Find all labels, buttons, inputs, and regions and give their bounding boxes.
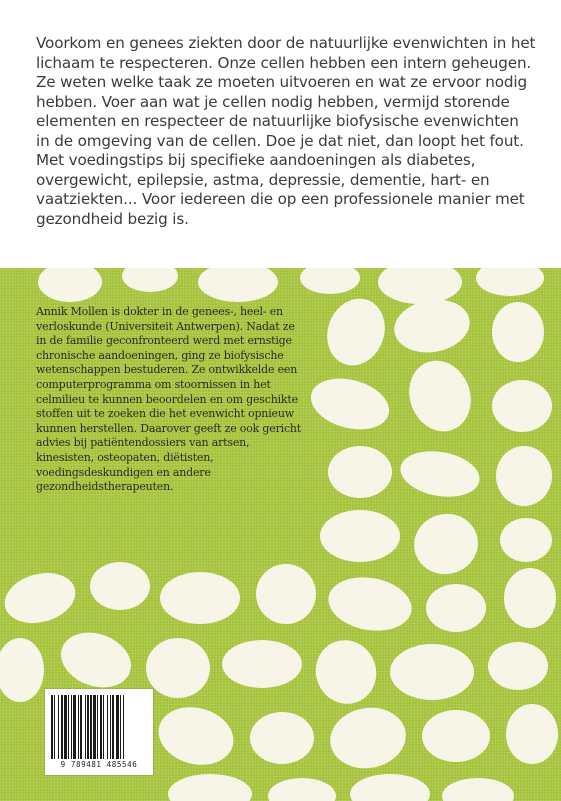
barcode-bar [120, 695, 121, 759]
barcode-bar [58, 695, 59, 759]
barcode-bar [116, 695, 119, 759]
barcode-bar [80, 695, 82, 759]
barcode-number: 9 789481 485546 [60, 760, 138, 769]
barcode-bar [73, 695, 76, 759]
barcode-bar [93, 695, 96, 759]
barcode-bar [103, 695, 104, 759]
barcode-bar [71, 695, 72, 759]
barcode-bar [123, 695, 124, 759]
barcode-bar [85, 695, 86, 759]
barcode-bar [61, 695, 63, 759]
barcode-bar [97, 695, 98, 759]
barcode-bar [64, 695, 67, 759]
book-blurb: Voorkom en genees ziekten door de natuurlijke evenwichten in het lichaam te respecteren. Onze cellen hebben een intern geheugen. Ze weten welke taak ze moeten uitvoeren en wat ze ervoor nodig hebben. Voer aan wat je cellen nodig hebben, vermijd storende elementen en respecteer de natuurlijke biofysische evenwichten in de omgeving van de cellen. Doe je dat niet, dan loopt het fout. Met voedingstips bij specifieke aandoeningen als diabetes, overgewicht, epilepsie, astma, depressie, dementie, hart- en vaatziekten... Voor iedereen die op een professionele manier met gezondheid bezig is. [36, 34, 536, 228]
author-bio: Annik Mollen is dokter in de genees-, heel- en verloskunde (Universiteit Antwerpen). Nadat ze in de familie geconfronteerd werd met ernstige chronische aandoeningen, ging ze biofysische wetenschappen bestuderen. Ze ontwikkelde een computerprogramma om stoornissen in het celmilieu te kunnen beoordelen en om geschikte stoffen uit te zoeken die het evenwicht opnieuw kunnen herstellen. Daarover geeft ze ook gericht advies bij patiëntendossiers van artsen, kinesisten, osteopaten, diëtisten, voedingsdeskundigen en andere gezondheidstherapeuten. [36, 305, 302, 494]
barcode-bar [90, 695, 92, 759]
blurb-section [0, 0, 561, 268]
barcode-bars [51, 695, 147, 759]
barcode-bar [68, 695, 69, 759]
barcode-bar [112, 695, 114, 759]
barcode-bar [87, 695, 89, 759]
barcode-bar [54, 695, 55, 759]
barcode-bar [51, 695, 53, 759]
barcode-bar [110, 695, 111, 759]
barcode-bar [107, 695, 108, 759]
barcode-bar [100, 695, 102, 759]
barcode-bar [78, 695, 79, 759]
isbn-barcode [44, 688, 154, 776]
